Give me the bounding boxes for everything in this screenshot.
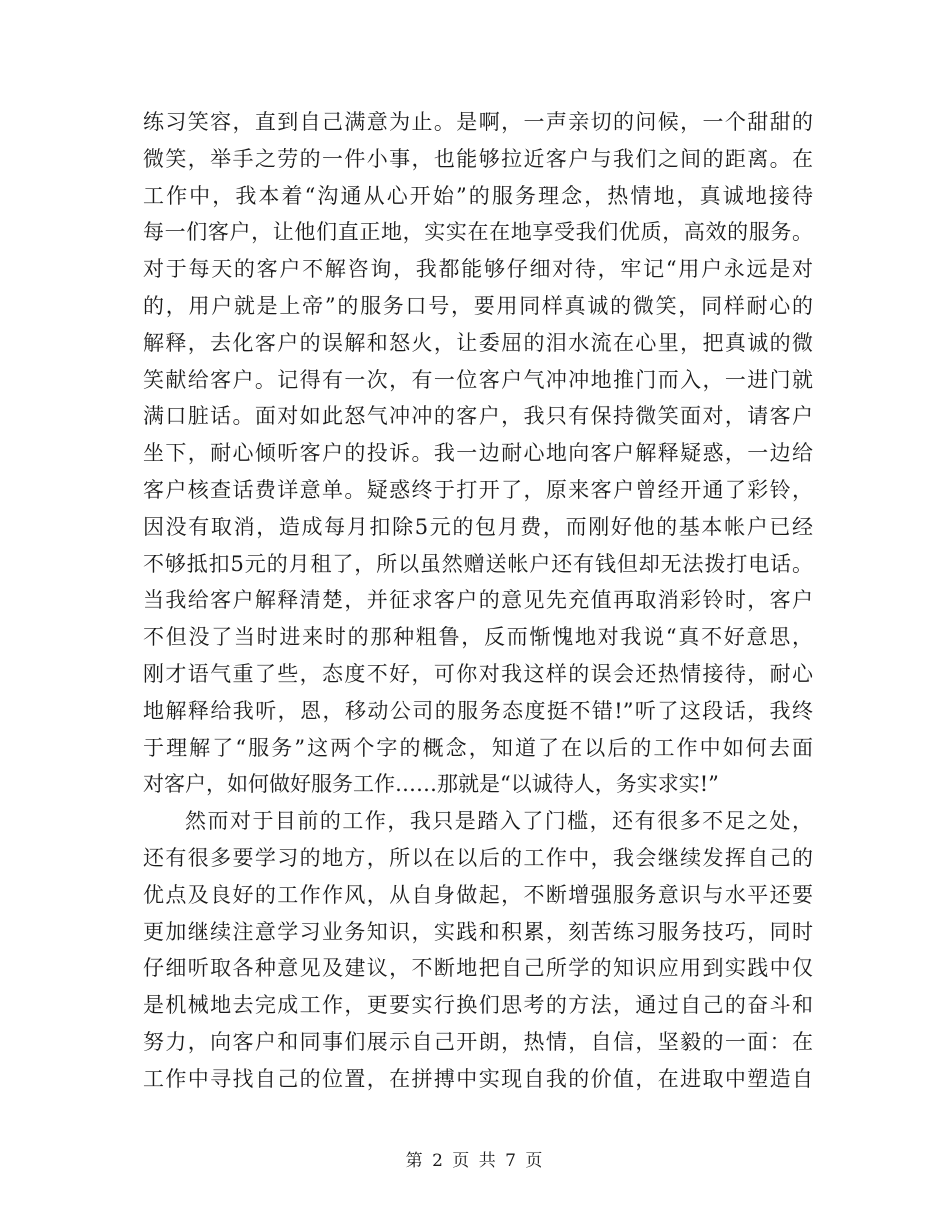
text-line: 对客户，如何做好服务工作……那就是“以诚待人，务实求实!” <box>143 772 719 797</box>
text-line: 因没有取消，造成每月扣除5元的包月费，而刚好他的基本帐户已经 <box>143 514 813 539</box>
text-line: 坐下，耐心倾听客户的投诉。我一边耐心地向客户解释疑惑，一边给 <box>143 441 813 466</box>
text-line: 还有很多要学习的地方，所以在以后的工作中，我会继续发挥自己的 <box>143 845 813 870</box>
paragraph-2 <box>143 803 813 1097</box>
body-text <box>143 104 813 1098</box>
text-line: 客户核查话费详意单。疑惑终于打开了，原来客户曾经开通了彩铃， <box>143 477 813 502</box>
text-line: 于理解了“服务”这两个字的概念，知道了在以后的工作中如何去面 <box>143 735 813 760</box>
text-line: 仔细听取各种意见及建议，不断地把自己所学的知识应用到实践中仅 <box>143 956 813 981</box>
text-line: 解释，去化客户的误解和怒火，让委屈的泪水流在心里，把真诚的微 <box>143 330 813 355</box>
text-line: 刚才语气重了些，态度不好，可你对我这样的误会还热情接待，耐心 <box>143 661 813 686</box>
text-line: 笑献给客户。记得有一次，有一位客户气冲冲地推门而入，一进门就 <box>143 367 813 392</box>
text-line: 地解释给我听，恩，移动公司的服务态度挺不错!”听了这段话，我终 <box>143 698 813 723</box>
paragraph-1 <box>143 104 813 803</box>
page-number-footer: 第 2 页 共 7 页 <box>405 1151 545 1171</box>
text-line: 不够抵扣5元的月租了，所以虽然赠送帐户还有钱但却无法拨打电话。 <box>143 551 813 576</box>
text-line: 工作中寻找自己的位置，在拼搏中实现自我的价值，在进取中塑造自 <box>143 1066 813 1091</box>
text-line: 然而对于目前的工作，我只是踏入了门槛，还有很多不足之处， <box>185 809 813 834</box>
text-line: 更加继续注意学习业务知识，实践和积累，刻苦练习服务技巧，同时 <box>143 919 813 944</box>
text-line: 当我给客户解释清楚，并征求客户的意见先充值再取消彩铃时，客户 <box>143 588 813 613</box>
text-line: 是机械地去完成工作，更要实行换们思考的方法，通过自己的奋斗和 <box>143 993 813 1018</box>
text-line: 优点及良好的工作作风，从自身做起，不断增强服务意识与水平还要 <box>143 882 813 907</box>
text-line: 对于每天的客户不解咨询，我都能够仔细对待，牢记“用户永远是对 <box>143 257 813 282</box>
text-line: 练习笑容，直到自己满意为止。是啊，一声亲切的问候，一个甜甜的 <box>143 110 813 134</box>
text-line: 努力，向客户和同事们展示自己开朗，热情，自信，坚毅的一面：在 <box>143 1029 813 1054</box>
text-line: 不但没了当时进来时的那种粗鲁，反而惭愧地对我说“真不好意思， <box>143 625 813 650</box>
text-line: 的，用户就是上帝”的服务口号，要用同样真诚的微笑，同样耐心的 <box>143 293 813 318</box>
text-line: 微笑，举手之劳的一件小事，也能够拉近客户与我们之间的距离。在 <box>143 146 813 171</box>
text-line: 工作中，我本着“沟通从心开始”的服务理念，热情地，真诚地接待 <box>143 183 813 208</box>
text-line: 满口脏话。面对如此怒气冲冲的客户，我只有保持微笑面对，请客户 <box>143 404 813 429</box>
text-line: 每一们客户，让他们直正地，实实在在地享受我们优质，高效的服务。 <box>143 220 813 245</box>
